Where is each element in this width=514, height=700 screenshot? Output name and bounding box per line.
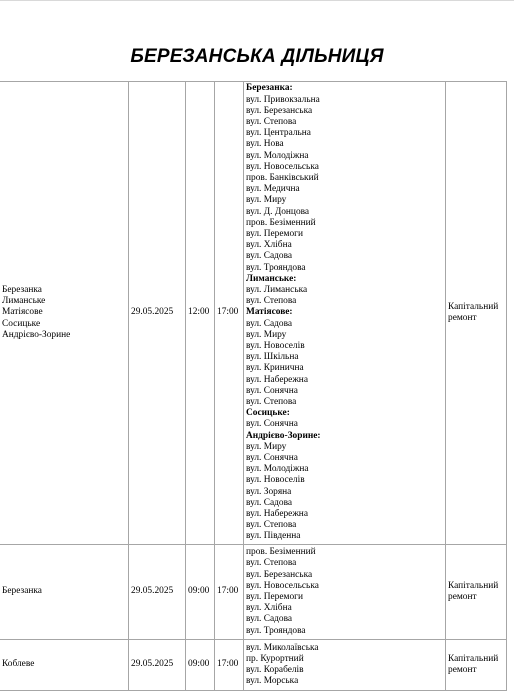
date-cell: 29.05.2025 <box>129 545 186 640</box>
street-item: вул. Садова <box>246 614 293 625</box>
street-item: вул. Садова <box>246 497 293 508</box>
street-item: вул. Центральна <box>246 128 311 139</box>
street-item: вул. Новосельська <box>246 580 319 591</box>
street-item: вул. Кринична <box>246 363 304 374</box>
settlement-name: Матіясове <box>2 307 43 318</box>
street-item: вул. Березанська <box>246 569 313 580</box>
streets-cell <box>244 82 446 545</box>
street-item: вул. Сонячна <box>246 453 298 464</box>
street-item: вул. Садова <box>246 318 293 329</box>
street-item: вул. Сонячна <box>246 419 298 430</box>
end-time-cell: 17:00 <box>215 545 244 640</box>
street-item: вул. Молодіжна <box>246 464 309 475</box>
street-item: вул. Степова <box>246 397 297 408</box>
streets-cell <box>244 545 446 640</box>
work-type-cell: Капітальний ремонт <box>446 545 507 640</box>
top-divider <box>0 0 514 1</box>
street-item: вул. Набережна <box>246 374 308 385</box>
page-title: БЕРЕЗАНСЬКА ДІЛЬНИЦЯ <box>130 46 384 67</box>
work-type-cell: Капітальний ремонт <box>446 82 507 545</box>
table-row <box>0 545 507 640</box>
street-item: вул. Миру <box>246 195 287 206</box>
street-item: вул. Миколаївська <box>246 642 319 653</box>
street-item: вул. Корабелів <box>246 665 304 675</box>
settlement-heading: Березанка: <box>246 83 293 94</box>
street-item: пров. Безіменний <box>246 217 316 228</box>
street-item: вул. Миру <box>246 441 287 452</box>
street-item: вул. Хлібна <box>246 240 292 251</box>
outage-schedule-table <box>0 81 507 691</box>
settlements-cell <box>0 640 129 691</box>
settlement-name: Лиманське <box>2 296 46 307</box>
settlement-heading: Сосицьке: <box>246 408 290 419</box>
street-item: вул. Лиманська <box>246 284 308 295</box>
street-item: пр. Курортний <box>246 653 304 664</box>
street-item: вул. Зоряна <box>246 486 292 497</box>
street-item: вул. Сонячна <box>246 385 298 396</box>
street-item: пров. Безіменний <box>246 547 316 558</box>
street-item: вул. Молодіжна <box>246 150 309 161</box>
street-item: вул. Новоселів <box>246 341 305 351</box>
street-item: вул. Садова <box>246 251 293 262</box>
settlements-cell <box>0 545 129 640</box>
work-type-cell: Капітальний ремонт <box>446 640 507 691</box>
settlement-name: Андрієво-Зорине <box>2 329 71 340</box>
streets-cell <box>244 640 446 691</box>
settlement-heading: Матіясове: <box>246 307 293 318</box>
start-time-cell: 09:00 <box>186 545 215 640</box>
street-item: вул. Морська <box>246 676 299 687</box>
street-item: вул. Нова <box>246 139 284 150</box>
end-time-cell: 17:00 <box>215 82 244 545</box>
settlement-heading: Лиманське: <box>246 273 297 284</box>
street-item: вул. Миру <box>246 329 287 340</box>
street-item: вул. Д. Донцова <box>246 206 310 217</box>
street-item: вул. Набережна <box>246 509 308 520</box>
street-item: вул. Трояндова <box>246 625 306 636</box>
street-item: вул. Шкільна <box>246 352 299 363</box>
street-item: вул. Новосельська <box>246 161 319 172</box>
street-item: вул. Медична <box>246 184 300 195</box>
settlement-heading: Андрієво-Зорине: <box>246 430 321 441</box>
settlement-name: Сосицьке <box>2 318 41 329</box>
settlements-cell <box>0 82 129 545</box>
street-item: вул. Привокзальна <box>246 94 320 105</box>
table-row <box>0 640 507 691</box>
street-item: вул. Трояндова <box>246 262 306 273</box>
street-item: вул. Степова <box>246 520 297 531</box>
table-row <box>0 82 507 545</box>
street-item: пров. Банківський <box>246 172 319 183</box>
street-item: вул. Степова <box>246 296 297 307</box>
street-item: вул. Степова <box>246 558 297 569</box>
settlement-name: Коблеве <box>2 659 35 670</box>
street-item: вул. Південна <box>246 531 301 542</box>
street-item: вул. Новоселів <box>246 475 305 486</box>
start-time-cell: 09:00 <box>186 640 215 691</box>
street-item: вул. Перемоги <box>246 592 304 602</box>
start-time-cell: 12:00 <box>186 82 215 545</box>
date-cell: 29.05.2025 <box>129 82 186 545</box>
settlement-name: Березанка <box>2 284 42 295</box>
street-item: вул. Перемоги <box>246 228 304 239</box>
street-item: вул. Хлібна <box>246 603 292 614</box>
street-item: вул. Степова <box>246 116 297 127</box>
settlement-name: Березанка <box>2 586 42 597</box>
date-cell: 29.05.2025 <box>129 640 186 691</box>
street-item: вул. Березанська <box>246 105 313 116</box>
end-time-cell: 17:00 <box>215 640 244 691</box>
